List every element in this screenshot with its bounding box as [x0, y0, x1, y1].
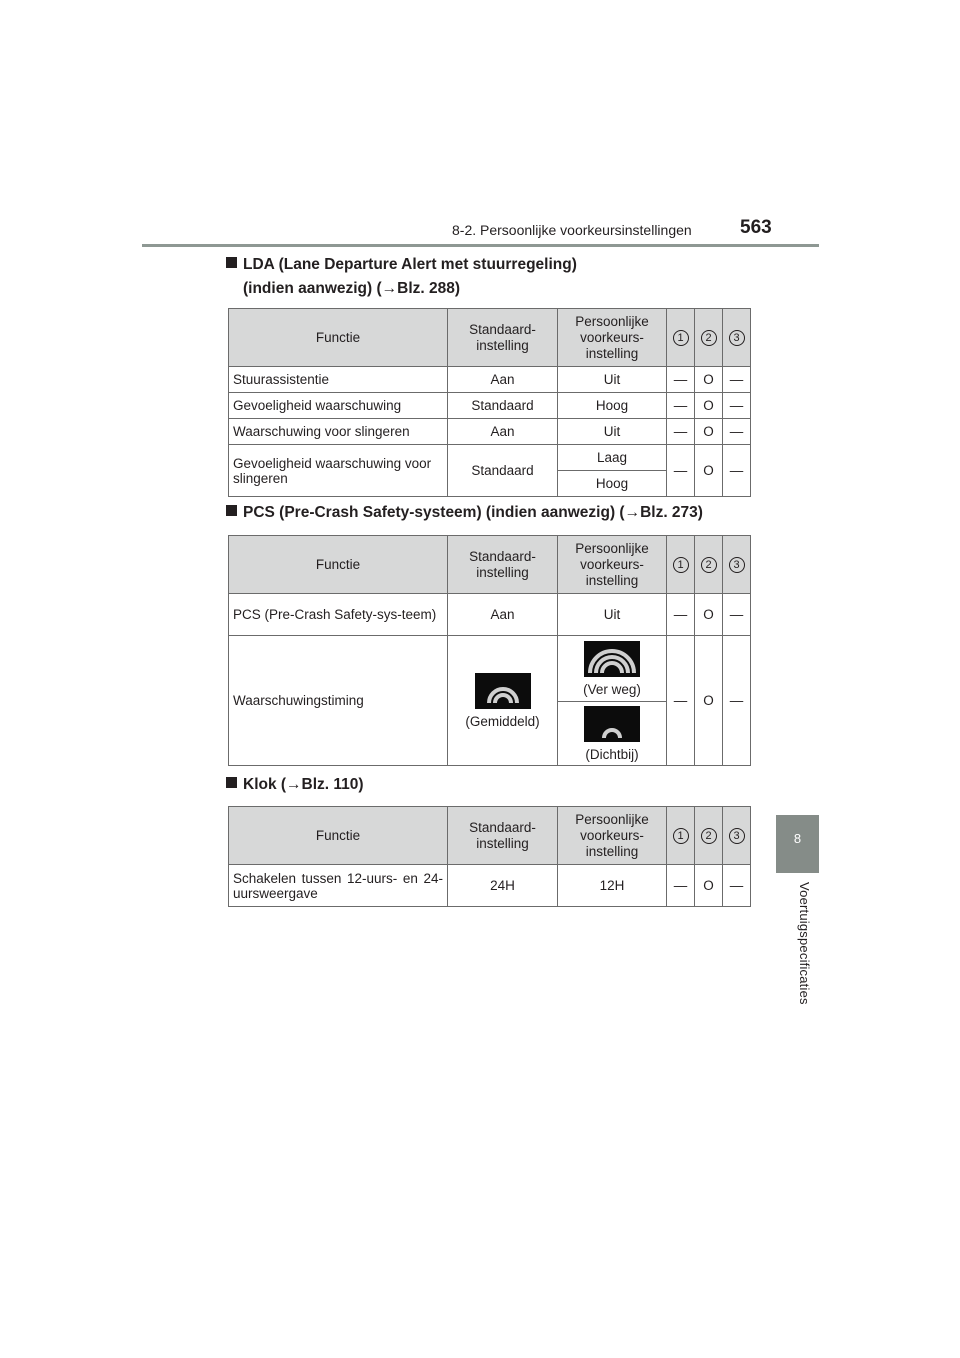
header-persoonlijk: Persoonlijke voorkeurs- instelling [558, 309, 667, 367]
lda-heading: LDA (Lane Departure Alert met stuurregeling) (indien aanwezig) (→Blz. 288) [226, 253, 577, 301]
warning-timing-far-icon [584, 641, 640, 677]
header-standaard: Standaard- instelling [448, 536, 558, 594]
table-row: Gevoeligheid waarschuwing voor slingeren Standaard Laag — O — [229, 445, 751, 471]
circled-3-icon: 3 [729, 557, 745, 573]
warning-timing-near-icon [584, 706, 640, 742]
table-row: Schakelen tussen 12-uurs- en 24-uursweergave 24H 12H — O — [229, 865, 751, 907]
square-bullet-icon [226, 777, 237, 788]
table-row: Stuurassistentie Aan Uit — O — [229, 367, 751, 393]
caption-ver-weg: (Ver weg) [583, 681, 641, 697]
header-persoonlijk: Persoonlijke voorkeurs- instelling [558, 807, 667, 865]
lda-table [228, 308, 751, 497]
page-number: 563 [740, 217, 772, 238]
section-title: 8-2. Persoonlijke voorkeursinstellingen [452, 222, 692, 238]
circled-2-icon: 2 [701, 557, 717, 573]
table-row: Waarschuwing voor slingeren Aan Uit — O — [229, 419, 751, 445]
header-standaard: Standaard- instelling [448, 807, 558, 865]
warning-timing-medium-icon [475, 673, 531, 709]
table-row: Gevoeligheid waarschuwing Standaard Hoog — O — [229, 393, 751, 419]
header-functie: Functie [229, 309, 448, 367]
header-persoonlijk: Persoonlijke voorkeurs- instelling [558, 536, 667, 594]
pcs-table [228, 535, 751, 766]
circled-1-icon: 1 [673, 828, 689, 844]
circled-1-icon: 1 [673, 330, 689, 346]
klok-table [228, 806, 751, 907]
circled-2-icon: 2 [701, 828, 717, 844]
square-bullet-icon [226, 505, 237, 516]
header-functie: Functie [229, 536, 448, 594]
klok-heading: Klok (→Blz. 110) [226, 773, 364, 797]
header-standaard: Standaard- instelling [448, 309, 558, 367]
pcs-heading: PCS (Pre-Crash Safety-systeem) (indien aanwezig) (→Blz. 273) [226, 501, 703, 525]
caption-dichtbij: (Dichtbij) [585, 746, 639, 762]
caption-gemiddeld: (Gemiddeld) [465, 713, 540, 729]
table-row: PCS (Pre-Crash Safety-sys-teem) Aan Uit — O — [229, 594, 751, 636]
chapter-tab: 8 [776, 815, 819, 873]
table-row: Hoog [229, 471, 751, 497]
table-row: Waarschuwingstiming (Gemiddeld) (Ver weg) — O — [229, 636, 751, 702]
square-bullet-icon [226, 257, 237, 268]
chapter-label: Voertuigspecificaties [797, 882, 812, 1005]
circled-2-icon: 2 [701, 330, 717, 346]
header-functie: Functie [229, 807, 448, 865]
circled-3-icon: 3 [729, 828, 745, 844]
circled-1-icon: 1 [673, 557, 689, 573]
circled-3-icon: 3 [729, 330, 745, 346]
header-divider [142, 244, 819, 247]
